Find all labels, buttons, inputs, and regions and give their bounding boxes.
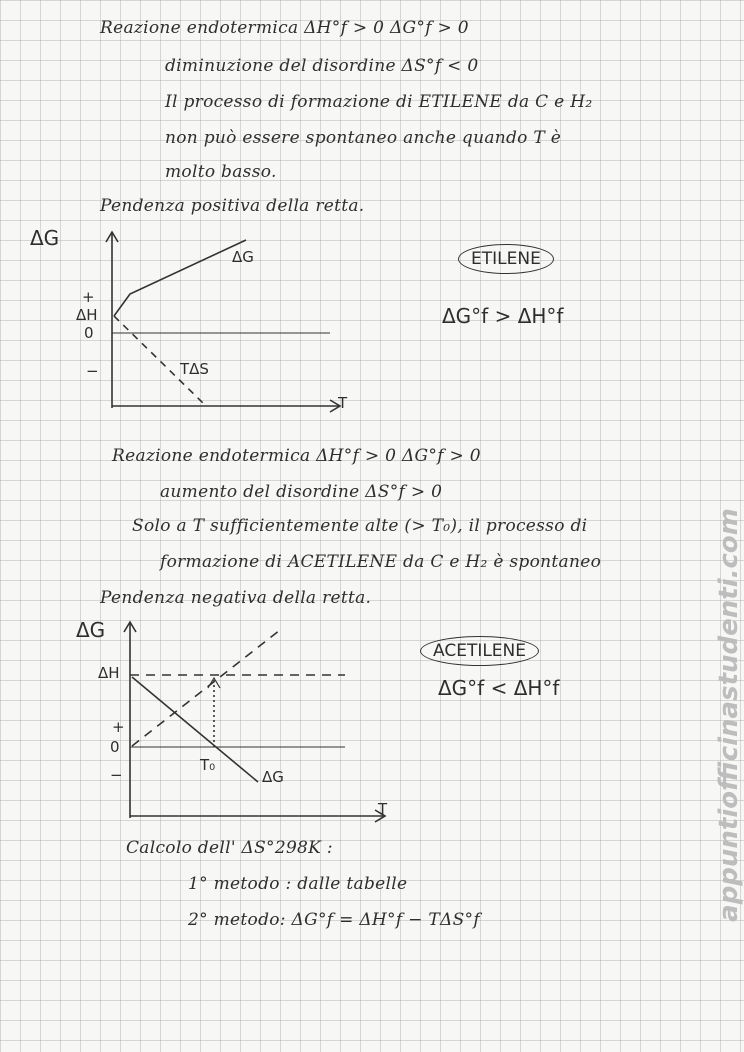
zero-label: 0 xyxy=(110,738,120,756)
tds-curve-label: TΔS xyxy=(180,360,209,378)
text-line: Calcolo dell' ΔS°298K : xyxy=(126,838,333,858)
watermark-text: appuntiofficinastudenti.com xyxy=(713,508,744,922)
text-line: Il processo di formazione di ETILENE da C e H₂ xyxy=(165,92,593,112)
text-line: molto basso. xyxy=(165,162,277,182)
text-line: Pendenza positiva della retta. xyxy=(100,196,365,216)
x-axis-label: T xyxy=(378,800,388,818)
dg-curve-label: ΔG xyxy=(262,768,284,786)
zero-label: 0 xyxy=(84,324,94,342)
delta-h-label: ΔH xyxy=(98,664,120,682)
t0-label: T₀ xyxy=(200,756,216,774)
text-line: 2° metodo: ΔG°f = ΔH°f − TΔS°f xyxy=(188,910,480,930)
text-line: 1° metodo : dalle tabelle xyxy=(188,874,408,894)
text-line: Reazione endotermica ΔH°f > 0 ΔG°f > 0 xyxy=(100,18,469,38)
etilene-relation: ΔG°f > ΔH°f xyxy=(442,304,564,328)
text-line: Reazione endotermica ΔH°f > 0 ΔG°f > 0 xyxy=(112,446,481,466)
minus-sign: − xyxy=(110,766,123,784)
text-line: Solo a T sufficientemente alte (> T₀), il processo di xyxy=(132,516,588,536)
dg-curve-label: ΔG xyxy=(232,248,254,266)
acetilene-badge: ACETILENE xyxy=(420,636,539,666)
text-line: Pendenza negativa della retta. xyxy=(100,588,372,608)
text-line: non può essere spontaneo anche quando T è xyxy=(165,128,562,148)
acetilene-relation: ΔG°f < ΔH°f xyxy=(438,676,560,700)
x-axis-label: T xyxy=(338,394,348,412)
text-line: diminuzione del disordine ΔS°f < 0 xyxy=(165,56,479,76)
y-axis-label: ΔG xyxy=(76,618,106,642)
etilene-badge: ETILENE xyxy=(458,244,554,274)
minus-sign: − xyxy=(86,362,99,380)
text-line: formazione di ACETILENE da C e H₂ è spontaneo xyxy=(160,552,602,572)
y-axis-label: ΔG xyxy=(30,226,60,250)
plus-sign: + xyxy=(112,718,125,736)
delta-h-label: ΔH xyxy=(76,306,98,324)
text-line: aumento del disordine ΔS°f > 0 xyxy=(160,482,443,502)
plus-sign: + xyxy=(82,288,95,306)
